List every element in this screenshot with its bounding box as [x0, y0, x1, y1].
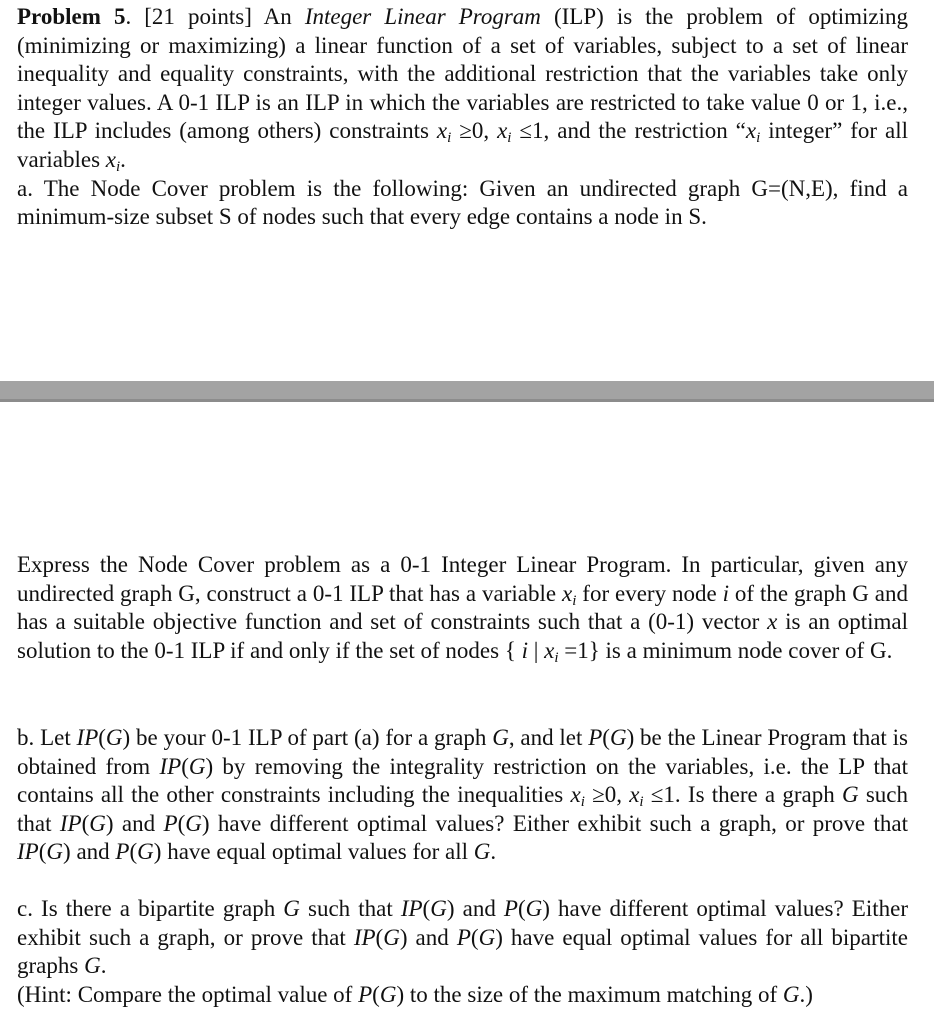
var-sub: i — [115, 158, 121, 175]
ip-symbol: IP — [76, 725, 99, 750]
part-b-text: ≥0, — [584, 782, 630, 808]
paren: ( — [177, 810, 186, 836]
paren: ) — [63, 839, 71, 865]
paren: ) — [153, 839, 162, 865]
part-b-text: and — [70, 839, 116, 865]
var-sub: i — [507, 130, 512, 147]
part-b-text: , and let — [508, 725, 589, 750]
p-symbol: P — [588, 725, 603, 750]
p-symbol: P — [115, 839, 130, 865]
part-c-text: c. Is there a bipartite graph — [17, 896, 284, 921]
var-x: x — [544, 637, 555, 663]
var-sub: i — [639, 794, 644, 811]
var-x: x — [562, 580, 573, 606]
p-symbol: P — [163, 810, 178, 836]
graph-symbol: G — [137, 839, 154, 865]
var-x: x — [570, 782, 581, 808]
paren: ) — [495, 924, 503, 950]
var-x: x — [629, 782, 640, 808]
paren: ( — [422, 896, 431, 921]
graph-symbol: G — [84, 953, 101, 979]
part-c-text: and — [454, 896, 504, 921]
graph-symbol: G — [841, 782, 859, 808]
part-b-text: be your 0-1 ILP of part (a) for a graph — [130, 725, 493, 750]
graph-symbol: G — [525, 896, 543, 921]
part-a-task-text: for every node — [576, 580, 723, 606]
part-c-text: and — [407, 924, 457, 950]
var-x: x — [767, 609, 778, 635]
paren: ) — [105, 810, 114, 836]
var-x: x — [436, 118, 448, 144]
paren: ( — [38, 839, 47, 865]
var-i: i — [521, 637, 529, 663]
paren: ( — [375, 924, 384, 950]
constraint-text-4: . — [120, 146, 126, 172]
graph-symbol: G — [478, 924, 496, 950]
part-a-task-text: Express the Node Cover problem as a 0-1 Integer Linear Program. In particular, given any undirected graph G, construct a 0-1 ILP that has a variable — [17, 552, 908, 606]
intro-text-2: (ILP) is the problem of optimizing (minimizing or maximizing) a linear function of a set of variables, subject to a set of linear inequality and equality constraints, with the additional restriction that the variables take only integer values. A 0-1 ILP is an ILP in which the variables are restricted to take value 0 or 1, i.e., the ILP includes (among others) constraints — [17, 4, 908, 144]
part-c-text: such that — [299, 896, 401, 921]
problem-label: Problem 5 — [17, 4, 126, 29]
ip-symbol: IP — [17, 839, 39, 865]
paren: ( — [602, 725, 610, 750]
graph-symbol: G — [383, 924, 400, 950]
paren: ) — [399, 924, 408, 950]
problem-statement: Problem 5. [21 points] An Integer Linear Program (ILP) is the problem of optimizing (minimizing or maximizing) a linear function of a set of variables, subject to a set of linear inequality and equality constraints, with the additional restriction that the variables take only integer values. A 0-1 ILP is an ILP in which the variables are restricted to take value 0 or 1, i.e., the ILP includes (among others) constraints $x_i \ge 0$, $x_i \le 1$, and the restriction “$x_i$ integer” for all variables $x_i$. a. The Node Cover problem is the following: Given an undirected graph G=(N,E), find a minimum-size subset S of nodes such that every edge contains a node in S. — [17, 3, 908, 232]
var-sub: i — [572, 592, 577, 609]
hint-text: .) — [799, 981, 813, 1007]
var-sub: i — [756, 130, 761, 147]
p-symbol: P — [503, 896, 518, 921]
ip-symbol: IP — [59, 810, 82, 836]
part-b-text: have different optimal values? Either exhibit such a graph, or prove that — [209, 810, 908, 836]
part-a-task-text: of the graph G and has a suitable objective function and set of constraints such that a (0-1) vector — [17, 580, 908, 635]
var-sub: i — [580, 794, 585, 811]
ilp-term: Integer Linear Program — [304, 4, 541, 29]
paren: ) — [542, 896, 550, 921]
graph-symbol: G — [46, 839, 64, 865]
hint-text: to the size of the maximum matching of — [404, 981, 783, 1007]
graph-symbol: G — [782, 981, 800, 1007]
part-a-task — [17, 551, 908, 665]
part-c-text: have different optimal values? Either exhibit such a graph, or prove that — [17, 896, 908, 950]
graph-symbol: G — [185, 810, 202, 836]
points: [21 points] — [144, 4, 252, 29]
paren: ( — [129, 839, 138, 865]
part-c-text: . — [100, 953, 107, 979]
paren: ) — [201, 810, 210, 836]
ip-symbol: IP — [159, 753, 182, 779]
part-b-text: ≤1. Is there a graph — [643, 782, 842, 808]
paren: ) — [122, 725, 131, 750]
p-symbol: P — [358, 981, 373, 1007]
paren: ( — [372, 981, 380, 1007]
part-b-text: b. Let — [17, 725, 77, 750]
part-a-task-text: =1} is a minimum node cover of G. — [558, 637, 893, 663]
part-a-task-text: | — [528, 637, 545, 663]
graph-symbol: G — [492, 725, 509, 750]
part-b-text: have equal optimal values for all — [161, 839, 474, 865]
graph-symbol: G — [283, 896, 300, 921]
graph-symbol: G — [473, 839, 491, 865]
var-x: x — [497, 118, 508, 144]
part-b — [17, 724, 908, 867]
ip-symbol: IP — [353, 924, 376, 950]
constraint-text-1: ≥0, — [451, 118, 498, 144]
part-c-text: have equal optimal values for all bipartite graphs — [17, 924, 908, 979]
paren: ) — [626, 725, 635, 750]
paren: ) — [205, 753, 214, 779]
p-symbol: P — [456, 924, 471, 950]
constraint-text-2: ≤1, and the restriction “ — [511, 118, 746, 144]
paren: ( — [470, 924, 479, 950]
var-x: x — [105, 146, 116, 172]
graph-symbol: G — [609, 725, 627, 750]
graph-symbol: G — [379, 981, 397, 1007]
part-b-text: such that — [17, 782, 908, 836]
ip-symbol: IP — [400, 896, 423, 921]
var-i: i — [722, 580, 730, 606]
hint-text: (Hint: Compare the optimal value of — [17, 981, 359, 1007]
var-sub: i — [554, 649, 559, 666]
part-b-text: . — [490, 839, 497, 865]
part-b-text: be the Linear Program that is obtained from — [17, 725, 908, 779]
intro-text-1: An — [263, 4, 305, 29]
part-a-task-text: is an optimal solution to the 0-1 ILP if and only if the set of nodes { — [17, 609, 908, 663]
graph-symbol: G — [188, 753, 206, 779]
graph-symbol: G — [430, 896, 447, 921]
var-sub: i — [447, 130, 452, 147]
constraint-text-3: integer” for all variables — [17, 118, 908, 172]
paren: ) — [446, 896, 455, 921]
graph-symbol: G — [89, 810, 106, 836]
part-b-text: by removing the integrality restriction on the variables, i.e. the LP that contains all the other constraints including the inequalities — [17, 753, 909, 808]
graph-symbol: G — [105, 725, 123, 750]
page-divider-shade — [0, 399, 934, 402]
paren: ) — [396, 981, 405, 1007]
part-a-definition: a. The Node Cover problem is the following: Given an undirected graph G=(N,E), find a minimum-size subset S of nodes such that every edge contains a node in S. — [17, 175, 908, 230]
paren: ( — [98, 725, 106, 750]
var-x: x — [745, 118, 757, 144]
part-c — [17, 895, 908, 1009]
paren: ( — [81, 810, 90, 836]
paren: ( — [517, 896, 526, 921]
paren: ( — [181, 753, 189, 779]
part-b-text: and — [113, 810, 164, 836]
